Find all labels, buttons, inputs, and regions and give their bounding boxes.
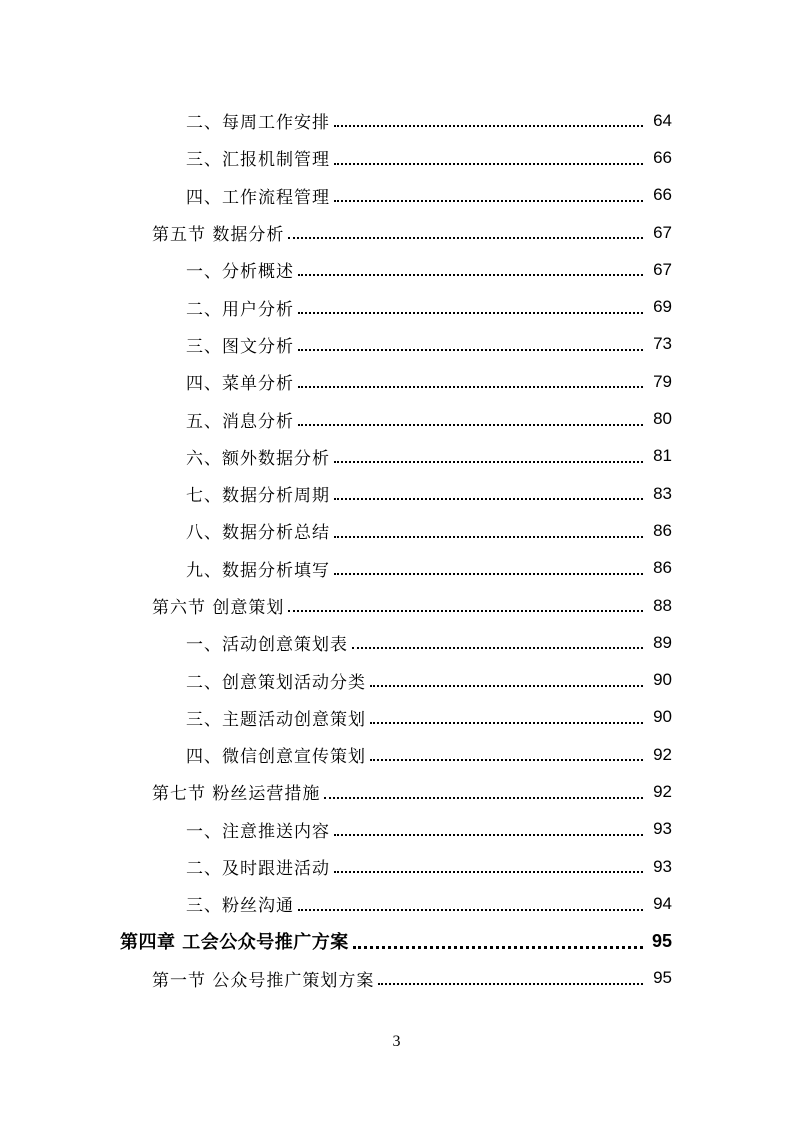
toc-entry-page: 81 <box>653 446 672 466</box>
toc-entry-label: 六、额外数据分析 <box>186 448 330 469</box>
toc-dot-leader <box>378 982 643 985</box>
toc-entry-label: 一、活动创意策划表 <box>186 635 348 656</box>
toc-entry-label: 二、创意策划活动分类 <box>186 672 366 693</box>
toc-subsection-entry[interactable] <box>0 251 793 288</box>
toc-dot-leader <box>334 572 643 575</box>
toc-entry-page: 90 <box>653 707 672 727</box>
toc-dot-leader <box>334 460 643 463</box>
toc-dot-leader <box>370 721 643 724</box>
toc-subsection-entry[interactable] <box>0 139 793 176</box>
toc-entry-label: 八、数据分析总结 <box>186 523 330 544</box>
toc-dot-leader <box>334 833 643 836</box>
toc-subsection-entry[interactable] <box>0 400 793 437</box>
toc-entry-page: 73 <box>653 334 672 354</box>
toc-entry-label: 第一节 公众号推广策划方案 <box>152 970 375 991</box>
toc-dot-leader <box>334 162 643 165</box>
page-number: 3 <box>392 1033 401 1050</box>
toc-entry-label: 二、及时跟进活动 <box>186 859 330 880</box>
toc-entry-label: 三、主题活动创意策划 <box>186 709 366 730</box>
toc-section-entry[interactable] <box>0 960 793 997</box>
toc-dot-leader <box>298 385 643 388</box>
toc-dot-leader <box>334 535 643 538</box>
toc-dot-leader <box>370 758 643 761</box>
toc-subsection-entry[interactable] <box>0 550 793 587</box>
toc-entry-page: 66 <box>653 147 672 167</box>
toc-dot-leader <box>353 945 643 949</box>
toc-entry-label: 三、图文分析 <box>186 336 294 357</box>
toc-dot-leader <box>334 124 643 127</box>
toc-dot-leader <box>298 908 643 911</box>
toc-dot-leader <box>370 684 643 687</box>
toc-entry-label: 三、粉丝沟通 <box>186 896 294 917</box>
toc-entry-page: 67 <box>653 259 672 279</box>
toc-subsection-entry[interactable] <box>0 848 793 885</box>
toc-entry-page: 94 <box>653 893 672 913</box>
toc-subsection-entry[interactable] <box>0 699 793 736</box>
toc-entry-label: 二、用户分析 <box>186 299 294 320</box>
toc-entry-page: 93 <box>653 819 672 839</box>
toc-subsection-entry[interactable] <box>0 885 793 922</box>
toc-dot-leader <box>334 497 643 500</box>
toc-entry-label: 七、数据分析周期 <box>186 486 330 507</box>
toc-subsection-entry[interactable] <box>0 326 793 363</box>
toc-entry-page: 92 <box>653 781 672 801</box>
toc-entry-page: 69 <box>653 297 672 317</box>
toc-entry-label: 四、工作流程管理 <box>186 187 330 208</box>
toc-entry-label: 第七节 粉丝运营措施 <box>152 784 321 805</box>
toc-dot-leader <box>298 311 643 314</box>
toc-subsection-entry[interactable] <box>0 475 793 512</box>
toc-subsection-entry[interactable] <box>0 811 793 848</box>
toc-entry-label: 一、注意推送内容 <box>186 821 330 842</box>
toc-section-entry[interactable] <box>0 214 793 251</box>
toc-entry-page: 79 <box>653 371 672 391</box>
toc-dot-leader <box>298 273 643 276</box>
toc-subsection-entry[interactable] <box>0 102 793 139</box>
toc-subsection-entry[interactable] <box>0 736 793 773</box>
toc-dot-leader <box>288 609 643 612</box>
table-of-contents <box>0 102 793 997</box>
toc-entry-page: 86 <box>653 520 672 540</box>
toc-entry-page: 95 <box>653 968 672 988</box>
toc-dot-leader <box>288 236 643 239</box>
toc-subsection-entry[interactable] <box>0 363 793 400</box>
toc-entry-label: 第五节 数据分析 <box>152 225 285 246</box>
toc-entry-label: 四、菜单分析 <box>186 374 294 395</box>
toc-entry-label: 五、消息分析 <box>186 411 294 432</box>
toc-dot-leader <box>334 870 643 873</box>
toc-entry-page: 93 <box>653 856 672 876</box>
toc-entry-page: 89 <box>653 632 672 652</box>
toc-subsection-entry[interactable] <box>0 624 793 661</box>
toc-section-entry[interactable] <box>0 773 793 810</box>
toc-entry-label: 三、汇报机制管理 <box>186 150 330 171</box>
toc-entry-page: 92 <box>653 744 672 764</box>
toc-subsection-entry[interactable] <box>0 512 793 549</box>
toc-entry-page: 64 <box>653 110 672 130</box>
toc-entry-label: 第四章 工会公众号推广方案 <box>120 932 349 954</box>
toc-entry-page: 67 <box>653 222 672 242</box>
toc-entry-page: 80 <box>653 409 672 429</box>
toc-subsection-entry[interactable] <box>0 438 793 475</box>
toc-chapter-entry[interactable] <box>0 923 793 960</box>
toc-entry-page: 66 <box>653 185 672 205</box>
toc-entry-page: 88 <box>653 595 672 615</box>
toc-subsection-entry[interactable] <box>0 288 793 325</box>
toc-subsection-entry[interactable] <box>0 177 793 214</box>
toc-entry-label: 第六节 创意策划 <box>152 598 285 618</box>
toc-entry-page: 83 <box>653 483 672 503</box>
toc-dot-leader <box>298 348 643 351</box>
toc-entry-page: 86 <box>653 558 672 578</box>
toc-dot-leader <box>324 796 643 799</box>
toc-subsection-entry[interactable] <box>0 661 793 698</box>
toc-dot-leader <box>298 423 643 426</box>
toc-entry-label: 二、每周工作安排 <box>186 113 330 134</box>
toc-section-entry[interactable] <box>0 587 793 624</box>
toc-dot-leader <box>334 199 643 202</box>
toc-entry-page: 90 <box>653 670 672 690</box>
toc-entry-label: 四、微信创意宣传策划 <box>186 747 366 768</box>
toc-dot-leader <box>352 646 643 649</box>
toc-entry-page: 95 <box>651 930 672 951</box>
toc-entry-label: 九、数据分析填写 <box>186 560 330 581</box>
toc-entry-label: 一、分析概述 <box>186 262 294 283</box>
